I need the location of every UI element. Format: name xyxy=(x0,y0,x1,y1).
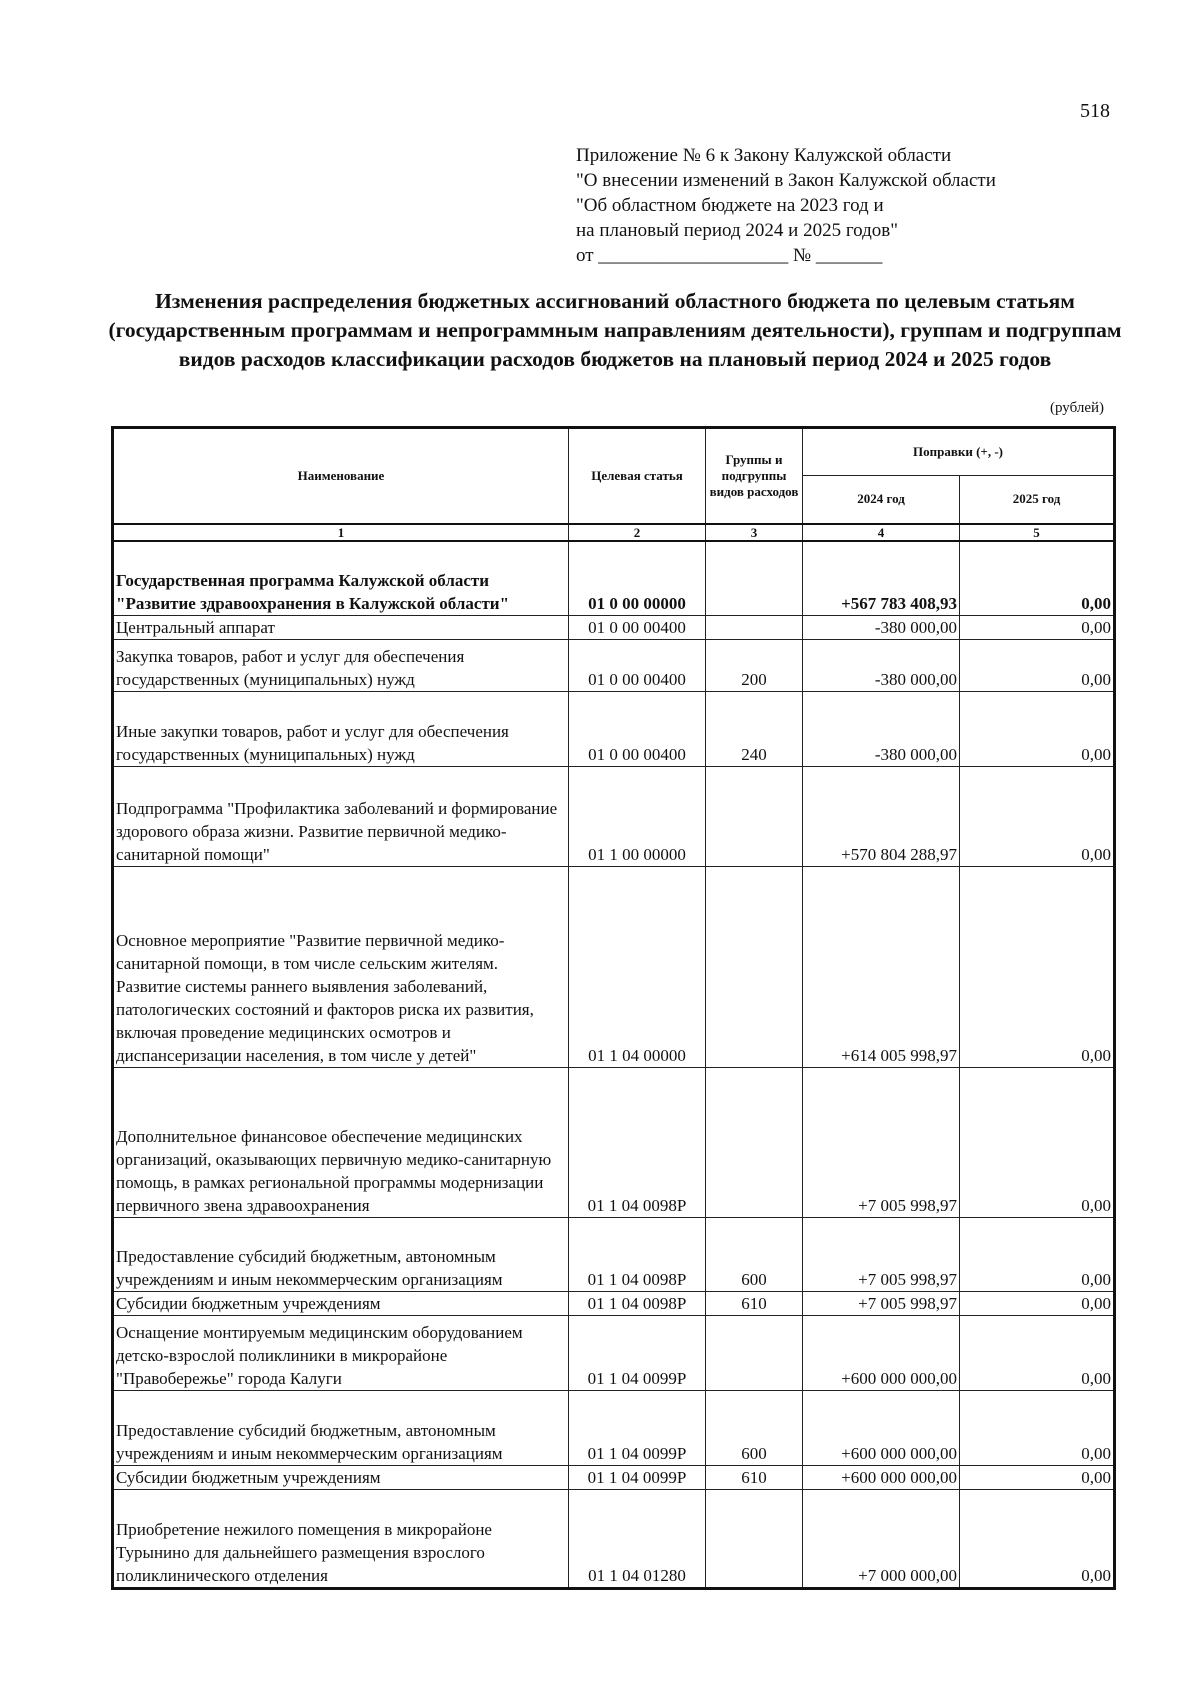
row-amount-2025: 0,00 xyxy=(960,1466,1115,1490)
row-amount-2025: 0,00 xyxy=(960,1292,1115,1316)
row-expense-group: 200 xyxy=(706,640,803,692)
row-name: Основное мероприятие "Развитие первичной медико-санитарной помощи, в том числе сельским жителям. Развитие системы раннего выявления заболеваний, патологических состояний и факторов риска их развития, включая проведение медицинских осмотров и диспансеризации населения, в том числе у детей" xyxy=(113,867,569,1068)
row-amount-2024: +7 005 998,97 xyxy=(803,1218,960,1292)
row-amount-2025: 0,00 xyxy=(960,1490,1115,1589)
row-expense-group xyxy=(706,541,803,616)
column-number: 2 xyxy=(569,524,706,541)
table-row xyxy=(113,1466,1115,1490)
appendix-line: "Об областном бюджете на 2023 год и xyxy=(576,195,884,216)
row-expense-group xyxy=(706,616,803,640)
row-amount-2024: -380 000,00 xyxy=(803,616,960,640)
row-name: Приобретение нежилого помещения в микрорайоне Турынино для дальнейшего размещения взрослого поликлинического отделения xyxy=(113,1490,569,1589)
row-expense-group: 600 xyxy=(706,1218,803,1292)
header-amendments: Поправки (+, -) xyxy=(803,428,1115,476)
row-target-article: 01 1 00 00000 xyxy=(569,767,706,867)
table-row xyxy=(113,616,1115,640)
row-amount-2024: -380 000,00 xyxy=(803,692,960,767)
row-expense-group: 240 xyxy=(706,692,803,767)
page-number: 518 xyxy=(1080,100,1110,122)
appendix-line: от ____________________ № _______ xyxy=(576,245,883,266)
row-name: Предоставление субсидий бюджетным, автономным учреждениям и иным некоммерческим организациям xyxy=(113,1391,569,1466)
table-row xyxy=(113,692,1115,767)
table-row xyxy=(113,867,1115,1068)
table-row xyxy=(113,1316,1115,1391)
row-target-article: 01 1 04 0099Р xyxy=(569,1316,706,1391)
budget-table xyxy=(111,426,1116,1590)
column-number: 1 xyxy=(113,524,569,541)
row-amount-2025: 0,00 xyxy=(960,1391,1115,1466)
row-amount-2025: 0,00 xyxy=(960,767,1115,867)
header-target-article: Целевая статья xyxy=(569,428,706,524)
row-expense-group xyxy=(706,767,803,867)
row-amount-2025: 0,00 xyxy=(960,692,1115,767)
row-name: Закупка товаров, работ и услуг для обеспечения государственных (муниципальных) нужд xyxy=(113,640,569,692)
row-target-article: 01 0 00 00000 xyxy=(569,541,706,616)
row-amount-2024: +600 000 000,00 xyxy=(803,1316,960,1391)
row-target-article: 01 1 04 0098Р xyxy=(569,1068,706,1218)
row-amount-2024: +614 005 998,97 xyxy=(803,867,960,1068)
row-target-article: 01 1 04 0098Р xyxy=(569,1292,706,1316)
appendix-line: "О внесении изменений в Закон Калужской области xyxy=(576,170,996,191)
row-amount-2024: -380 000,00 xyxy=(803,640,960,692)
row-amount-2024: +7 005 998,97 xyxy=(803,1292,960,1316)
table-row xyxy=(113,541,1115,616)
appendix-line: на плановый период 2024 и 2025 годов" xyxy=(576,220,898,241)
row-target-article: 01 1 04 01280 xyxy=(569,1490,706,1589)
table-row xyxy=(113,1490,1115,1589)
row-name: Оснащение монтируемым медицинским оборудованием детско-взрослой поликлиники в микрорайоне "Правобережье" города Калуги xyxy=(113,1316,569,1391)
row-amount-2025: 0,00 xyxy=(960,640,1115,692)
row-expense-group xyxy=(706,1316,803,1391)
row-name: Предоставление субсидий бюджетным, автономным учреждениям и иным некоммерческим организациям xyxy=(113,1218,569,1292)
row-amount-2024: +600 000 000,00 xyxy=(803,1466,960,1490)
row-amount-2025: 0,00 xyxy=(960,1316,1115,1391)
row-name: Центральный аппарат xyxy=(113,616,569,640)
row-expense-group xyxy=(706,1068,803,1218)
row-name: Иные закупки товаров, работ и услуг для обеспечения государственных (муниципальных) нужд xyxy=(113,692,569,767)
row-expense-group: 610 xyxy=(706,1466,803,1490)
header-2025: 2025 год xyxy=(960,476,1115,524)
unit-label: (рублей) xyxy=(1050,400,1105,416)
row-target-article: 01 0 00 00400 xyxy=(569,692,706,767)
document-title: Изменения распределения бюджетных ассигнований областного бюджета по целевым статьям (государственным программам и непрограммным направлениям деятельности), группам и подгруппам видов расходов классификации расходов бюджетов на плановый период 2024 и 2025 годов xyxy=(108,289,1122,371)
row-amount-2024: +600 000 000,00 xyxy=(803,1391,960,1466)
header-expense-groups: Группы и подгруппы видов расходов xyxy=(706,428,803,524)
row-expense-group: 610 xyxy=(706,1292,803,1316)
row-expense-group: 600 xyxy=(706,1391,803,1466)
row-name: Субсидии бюджетным учреждениям xyxy=(113,1466,569,1490)
table-row xyxy=(113,767,1115,867)
column-number: 5 xyxy=(960,524,1115,541)
row-target-article: 01 1 04 0099Р xyxy=(569,1466,706,1490)
row-target-article: 01 0 00 00400 xyxy=(569,640,706,692)
row-amount-2024: +570 804 288,97 xyxy=(803,767,960,867)
column-number: 4 xyxy=(803,524,960,541)
row-amount-2025: 0,00 xyxy=(960,1218,1115,1292)
header-2024: 2024 год xyxy=(803,476,960,524)
row-amount-2025: 0,00 xyxy=(960,1068,1115,1218)
row-amount-2024: +7 005 998,97 xyxy=(803,1068,960,1218)
appendix-line: Приложение № 6 к Закону Калужской области xyxy=(576,145,952,166)
appendix-header xyxy=(576,143,996,268)
table-row xyxy=(113,640,1115,692)
row-name: Дополнительное финансовое обеспечение медицинских организаций, оказывающих первичную медико-санитарную помощь, в рамках региональной программы модернизации первичного звена здравоохранения xyxy=(113,1068,569,1218)
row-name: Субсидии бюджетным учреждениям xyxy=(113,1292,569,1316)
row-name: Государственная программа Калужской области "Развитие здравоохранения в Калужской области" xyxy=(113,541,569,616)
row-target-article: 01 1 04 00000 xyxy=(569,867,706,1068)
row-target-article: 01 0 00 00400 xyxy=(569,616,706,640)
row-amount-2024: +567 783 408,93 xyxy=(803,541,960,616)
table-row xyxy=(113,1218,1115,1292)
row-amount-2025: 0,00 xyxy=(960,616,1115,640)
row-amount-2024: +7 000 000,00 xyxy=(803,1490,960,1589)
column-number: 3 xyxy=(706,524,803,541)
row-name: Подпрограмма "Профилактика заболеваний и формирование здорового образа жизни. Развитие первичной медико-санитарной помощи" xyxy=(113,767,569,867)
table-row xyxy=(113,1068,1115,1218)
row-target-article: 01 1 04 0098Р xyxy=(569,1218,706,1292)
row-expense-group xyxy=(706,1490,803,1589)
row-expense-group xyxy=(706,867,803,1068)
table-row xyxy=(113,1391,1115,1466)
table-row xyxy=(113,1292,1115,1316)
header-name: Наименование xyxy=(113,428,569,524)
row-amount-2025: 0,00 xyxy=(960,867,1115,1068)
row-amount-2025: 0,00 xyxy=(960,541,1115,616)
row-target-article: 01 1 04 0099Р xyxy=(569,1391,706,1466)
